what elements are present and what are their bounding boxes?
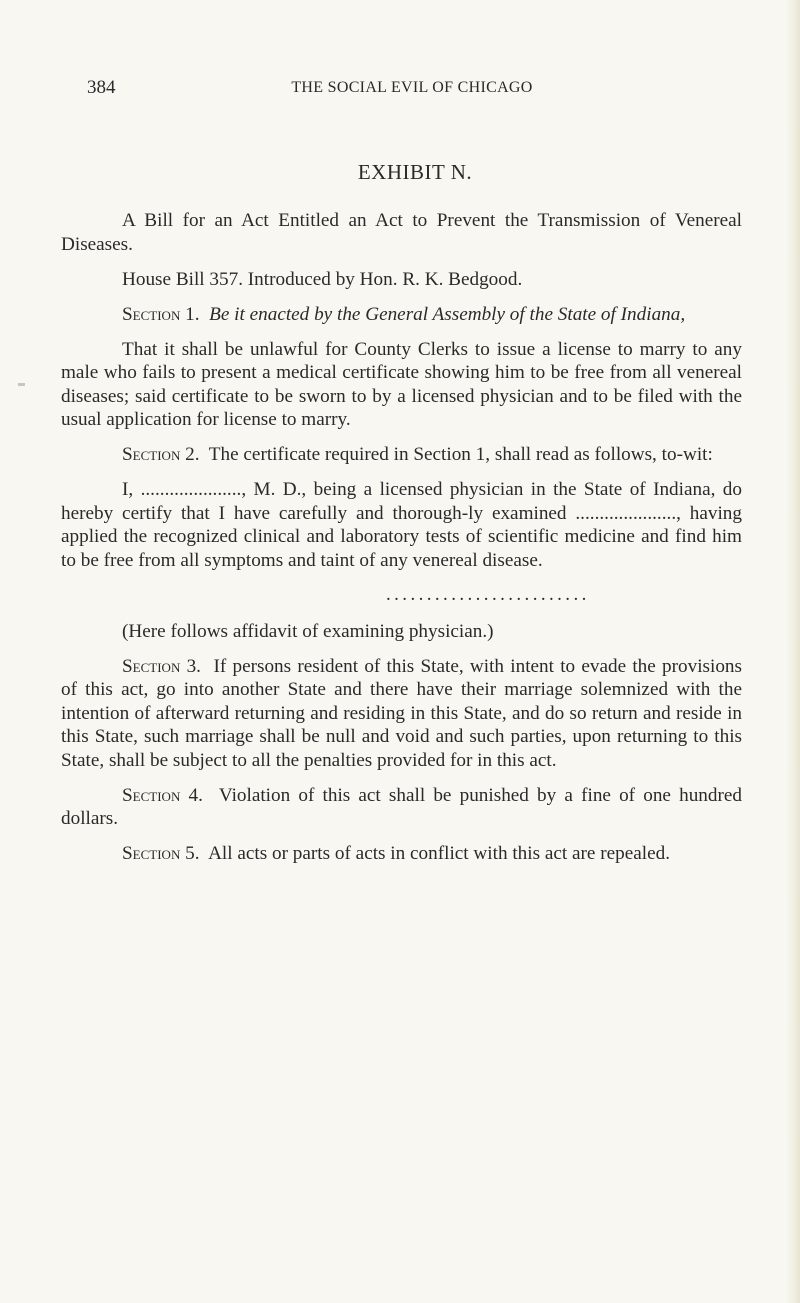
certificate-part-1: I, ....................., M. D., being a licensed physician in the State of Indiana, do hereby certify that I have carefully and thorough-ly examined .....................,: [61, 479, 742, 524]
section-3: [61, 655, 742, 773]
affidavit-note: (Here follows affidavit of examining physician.): [122, 620, 494, 642]
section-3-label: Section 3.: [122, 655, 201, 677]
exhibit-title: EXHIBIT N.: [357, 160, 473, 184]
page-edge-shadow: [786, 0, 800, 1303]
margin-mark: [18, 383, 25, 386]
section-2-label: Section 2.: [122, 444, 200, 465]
section-2: [61, 443, 742, 467]
certificate-text: [61, 478, 742, 572]
section-5-label: Section 5.: [122, 843, 200, 864]
bill-text: [61, 209, 742, 877]
section-4: [61, 784, 742, 831]
house-bill-line: House Bill 357. Introduced by Hon. R. K. Bedgood.: [122, 268, 523, 290]
section-4-text: Violation of this act shall be punished by a fine of one hundred dollars.: [61, 784, 742, 829]
section-2-text: The certificate required in Section 1, shall read as follows, to-wit:: [208, 444, 713, 465]
section-1-text: That it shall be unlawful for County Clerks to issue a license to marry to any male who fails to present a medical certificate showing him to be free from all venereal diseases; said certificate to be sworn to by a licensed physician and to be filed with the usual application for license to marry.: [61, 338, 742, 430]
section-1-enactment: [61, 303, 742, 327]
section-1-label: Section 1.: [122, 303, 200, 325]
bill-intro: A Bill for an Act Entitled an Act to Prevent the Transmission of Venereal Diseases.: [61, 210, 742, 255]
running-title: THE SOCIAL EVIL OF CHICAGO: [291, 79, 533, 96]
section-5-text: All acts or parts of acts in conflict with this act are repealed.: [208, 843, 671, 864]
running-head: [87, 76, 737, 100]
section-3-text: If persons resident of this State, with intent to evade the provisions of this act, go into another State and there have their marriage solemnized with the intention of afterward returning and residing in this State, and do so return and reside in this State, such marriage shall be null and void and such parties, upon returning to this State, shall be subject to all the penalties provided for in this act.: [61, 655, 742, 771]
section-5: [61, 842, 742, 866]
enactment-state: Indiana,: [620, 303, 686, 325]
page-number: 384: [87, 77, 116, 98]
certificate-part-2: having applied the recognized clinical and laboratory tests of scientific medicine and find him to be free from all symptoms and taint of any venereal disease.: [61, 502, 742, 571]
signature-dot-line: .........................: [386, 583, 590, 605]
enactment-clause: Be it enacted by the General Assembly of the State of: [209, 303, 621, 325]
section-4-label: Section 4.: [122, 784, 203, 806]
